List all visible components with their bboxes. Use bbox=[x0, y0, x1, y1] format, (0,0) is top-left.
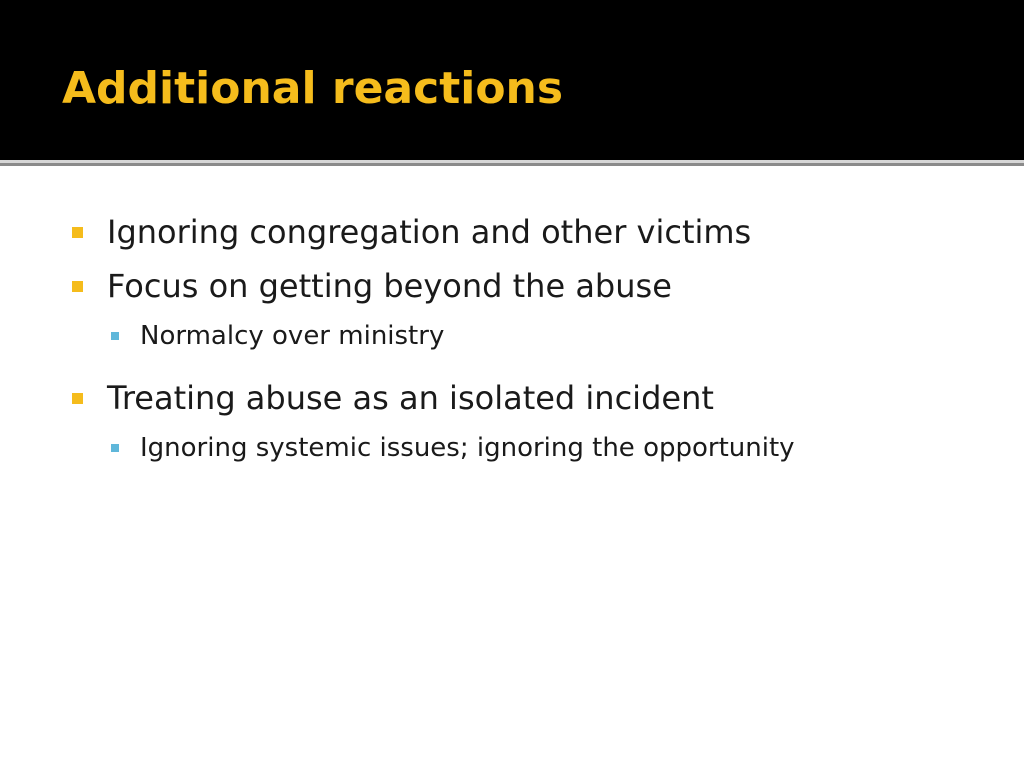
bullet-list bbox=[70, 212, 990, 490]
square-bullet-icon bbox=[72, 281, 83, 292]
title-band bbox=[0, 0, 1024, 160]
bullet-text: Focus on getting beyond the abuse bbox=[107, 267, 672, 305]
sub-bullet-item bbox=[70, 432, 990, 490]
square-bullet-icon bbox=[111, 332, 119, 340]
sub-bullet-item bbox=[70, 320, 990, 378]
bullet-item bbox=[70, 378, 990, 432]
sub-bullet-text: Normalcy over ministry bbox=[140, 321, 445, 351]
square-bullet-icon bbox=[72, 227, 83, 238]
bullet-item bbox=[70, 212, 990, 266]
bullet-text: Ignoring congregation and other victims bbox=[107, 213, 752, 251]
square-bullet-icon bbox=[72, 393, 83, 404]
square-bullet-icon bbox=[111, 444, 119, 452]
bullet-item bbox=[70, 266, 990, 320]
slide-title: Additional reactions bbox=[62, 63, 564, 114]
title-divider-dark bbox=[0, 163, 1024, 166]
sub-bullet-text: Ignoring systemic issues; ignoring the opportunity bbox=[140, 433, 795, 463]
bullet-text: Treating abuse as an isolated incident bbox=[107, 379, 714, 417]
